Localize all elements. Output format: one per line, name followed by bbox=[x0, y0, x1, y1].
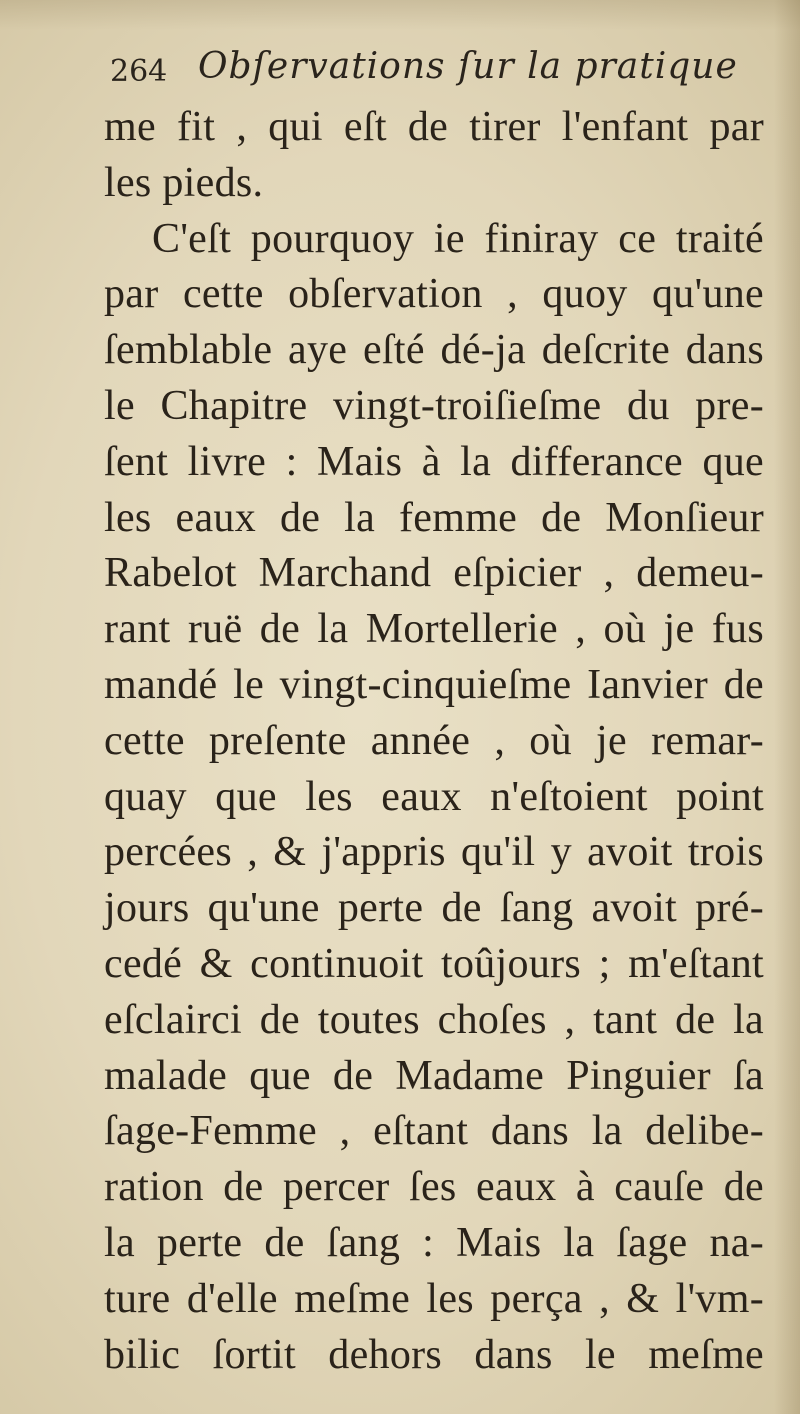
text-line: par cette obſervation , quoy qu'une bbox=[104, 271, 764, 318]
text-line: mandé le vingt-cinquieſme Ianvier de bbox=[104, 661, 764, 708]
text-line: malade que de Madame Pinguier ſa bbox=[104, 1052, 764, 1099]
text-line: les eaux de la femme de Monſieur bbox=[104, 494, 764, 541]
text-line: bilic ſortit dehors dans le meſme bbox=[104, 1331, 764, 1378]
text-line: ſage-Femme , eſtant dans la delibe- bbox=[104, 1108, 764, 1155]
text-line: ture d'elle meſme les perça , & l'vm- bbox=[104, 1275, 764, 1322]
text-line: eſclairci de toutes choſes , tant de la bbox=[104, 996, 764, 1043]
page-top-shadow bbox=[0, 0, 800, 30]
text-line: les pieds. bbox=[104, 159, 264, 206]
text-line: la perte de ſang : Mais la ſage na- bbox=[104, 1219, 764, 1266]
text-line: percées , & j'appris qu'il y avoit trois bbox=[104, 829, 764, 876]
text-line: cedé & continuoit toûjours ; m'eſtant bbox=[104, 940, 764, 987]
text-line: rant ruë de la Mortellerie , où je fus bbox=[104, 606, 764, 653]
text-line: cette preſente année , où je remar- bbox=[104, 717, 764, 764]
text-line: ration de percer ſes eaux à cauſe de bbox=[104, 1164, 764, 1211]
text-line: quay que les eaux n'eſtoient point bbox=[104, 773, 764, 820]
body-text bbox=[104, 100, 764, 1383]
text-line: me fit , qui eſt de tirer l'enfant par bbox=[104, 104, 764, 150]
page-header bbox=[110, 46, 760, 106]
page-edge-shadow bbox=[774, 0, 800, 1414]
text-line: ſemblable aye eſté dé-ja deſcrite dans bbox=[104, 327, 764, 374]
page-number: 264 bbox=[110, 54, 168, 89]
text-line: Rabelot Marchand eſpicier , demeu- bbox=[104, 550, 764, 597]
text-line: le Chapitre vingt-troiſieſme du pre- bbox=[104, 382, 764, 429]
running-title: Obſervations ſur la pratique bbox=[198, 46, 738, 87]
text-line: ſent livre : Mais à la differance que bbox=[104, 438, 764, 485]
text-line: C'eſt pourquoy ie finiray ce traité bbox=[152, 215, 764, 262]
text-line: jours qu'une perte de ſang avoit pré- bbox=[104, 885, 764, 932]
